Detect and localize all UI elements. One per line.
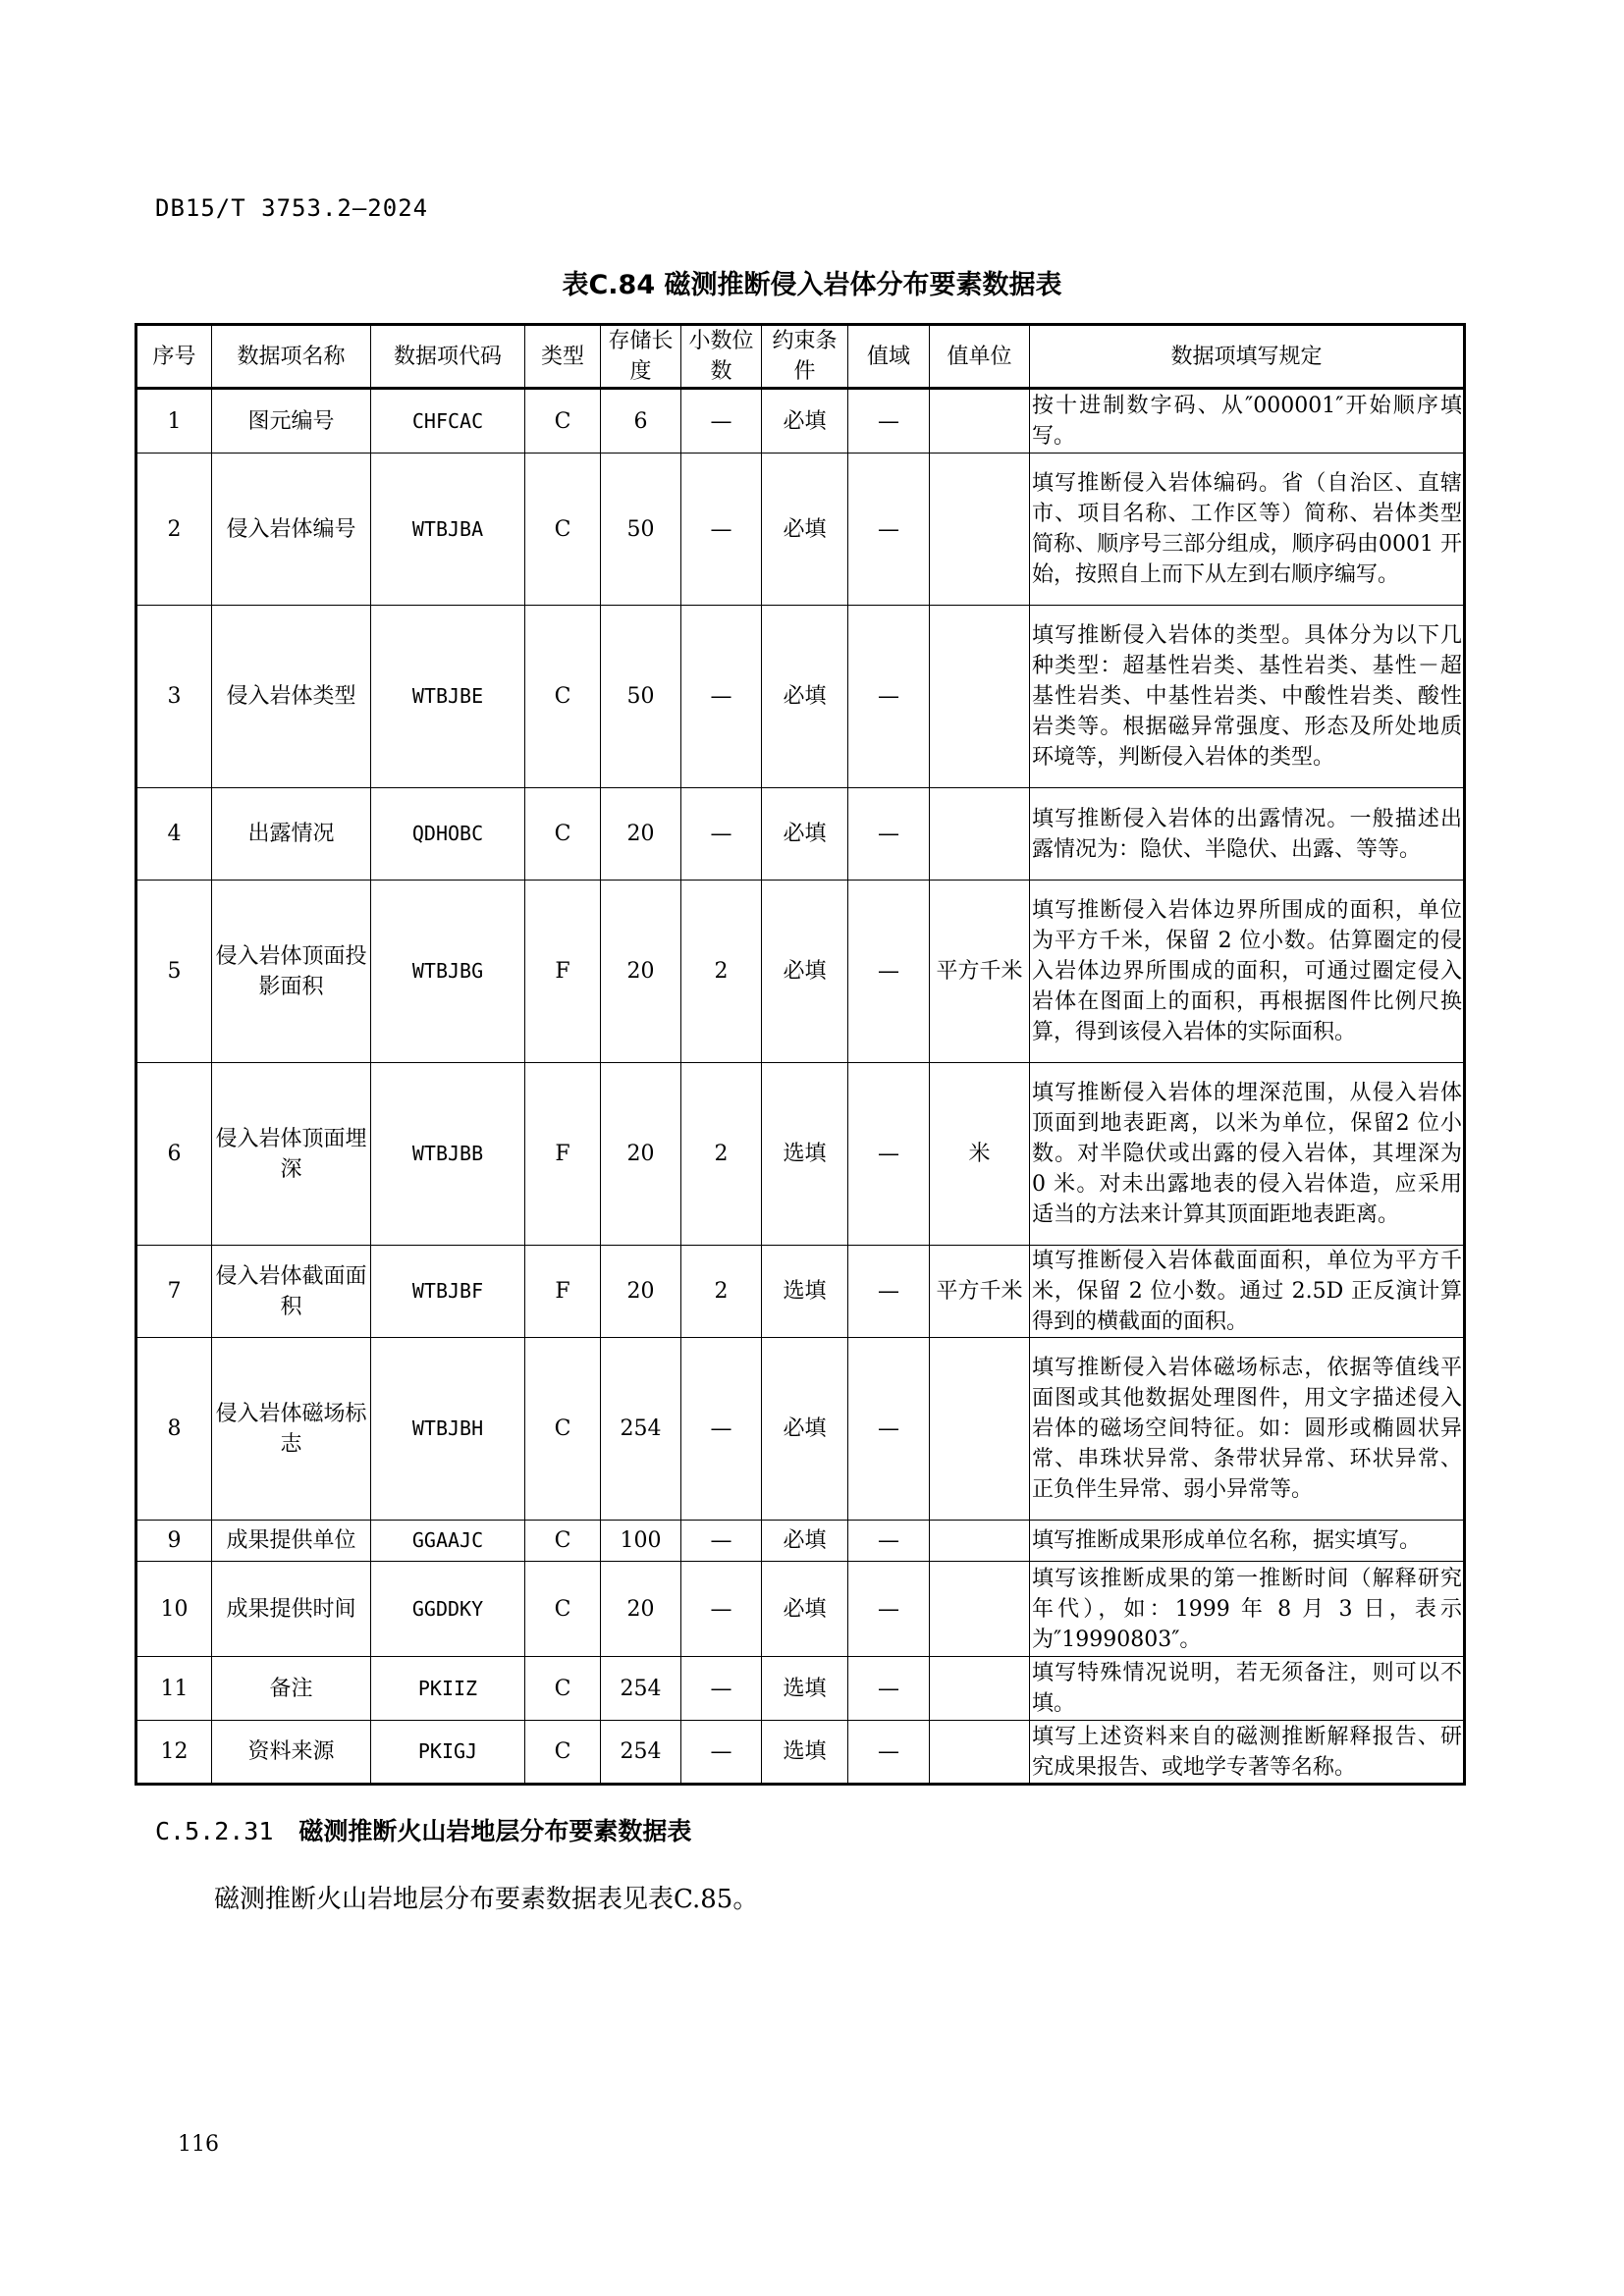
document-id: DB15/T 3753.2—2024	[155, 194, 429, 222]
col-header-length: 存储长度	[601, 325, 681, 389]
body-paragraph: 磁测推断火山岩地层分布要素数据表见表C.85。	[214, 1885, 759, 1914]
cell-constraint: 必填	[762, 1562, 848, 1657]
cell-code: QDHOBC	[371, 788, 525, 881]
cell-type: C	[525, 606, 601, 788]
cell-unit: 平方千米	[930, 1246, 1030, 1338]
cell-type: C	[525, 1562, 601, 1657]
table-row	[136, 454, 1465, 606]
cell-code: CHFCAC	[371, 389, 525, 454]
data-table	[135, 323, 1466, 1786]
cell-name: 侵入岩体截面面积	[212, 1246, 371, 1338]
cell-constraint: 选填	[762, 1657, 848, 1721]
col-header-name: 数据项名称	[212, 325, 371, 389]
cell-unit	[930, 454, 1030, 606]
cell-no: 3	[136, 606, 212, 788]
section-heading	[155, 1812, 691, 1847]
cell-rule: 填写推断侵入岩体磁场标志，依据等值线平面图或其他数据处理图件，用文字描述侵入岩体的磁场空间特征。如：圆形或椭圆状异常、串珠状异常、条带状异常、环状异常、正负伴生异常、弱小异常等。	[1030, 1338, 1465, 1521]
cell-decimals: 2	[681, 881, 762, 1063]
cell-type: F	[525, 881, 601, 1063]
cell-code: WTBJBE	[371, 606, 525, 788]
table-row	[136, 1338, 1465, 1521]
cell-unit: 米	[930, 1063, 1030, 1246]
cell-constraint: 选填	[762, 1721, 848, 1785]
cell-length: 20	[601, 881, 681, 1063]
cell-rule: 填写该推断成果的第一推断时间（解释研究年代），如：1999 年 8 月 3 日，表示为″19990803″。	[1030, 1562, 1465, 1657]
cell-type: C	[525, 1721, 601, 1785]
cell-domain: —	[848, 1063, 930, 1246]
cell-name: 侵入岩体编号	[212, 454, 371, 606]
cell-constraint: 选填	[762, 1246, 848, 1338]
cell-decimals: 2	[681, 1246, 762, 1338]
cell-code: PKIGJ	[371, 1721, 525, 1785]
cell-rule: 填写推断侵入岩体编码。省（自治区、直辖市、项目名称、工作区等）简称、岩体类型简称、顺序号三部分组成，顺序码由0001 开始，按照自上而下从左到右顺序编写。	[1030, 454, 1465, 606]
cell-constraint: 必填	[762, 1338, 848, 1521]
cell-name: 侵入岩体类型	[212, 606, 371, 788]
cell-unit	[930, 1521, 1030, 1562]
cell-domain: —	[848, 389, 930, 454]
col-header-rule: 数据项填写规定	[1030, 325, 1465, 389]
cell-code: WTBJBA	[371, 454, 525, 606]
cell-length: 20	[601, 1562, 681, 1657]
cell-no: 12	[136, 1721, 212, 1785]
cell-rule: 按十进制数字码、从″000001″开始顺序填写。	[1030, 389, 1465, 454]
cell-no: 9	[136, 1521, 212, 1562]
cell-type: C	[525, 454, 601, 606]
col-header-code: 数据项代码	[371, 325, 525, 389]
cell-decimals: —	[681, 606, 762, 788]
cell-type: C	[525, 1338, 601, 1521]
cell-rule: 填写推断侵入岩体的埋深范围，从侵入岩体顶面到地表距离，以米为单位，保留2 位小数。对半隐伏或出露的侵入岩体，其埋深为 0 米。对未出露地表的侵入岩体造，应采用适当的方法来计算其顶面距地表距离。	[1030, 1063, 1465, 1246]
cell-name: 侵入岩体顶面埋深	[212, 1063, 371, 1246]
cell-no: 4	[136, 788, 212, 881]
col-header-type: 类型	[525, 325, 601, 389]
cell-code: PKIIZ	[371, 1657, 525, 1721]
col-header-constraint: 约束条件	[762, 325, 848, 389]
cell-domain: —	[848, 1657, 930, 1721]
cell-length: 100	[601, 1521, 681, 1562]
table-row	[136, 1562, 1465, 1657]
cell-name: 成果提供时间	[212, 1562, 371, 1657]
table-row	[136, 1657, 1465, 1721]
cell-unit	[930, 788, 1030, 881]
cell-unit	[930, 389, 1030, 454]
cell-name: 图元编号	[212, 389, 371, 454]
col-header-unit: 值单位	[930, 325, 1030, 389]
cell-domain: —	[848, 788, 930, 881]
cell-type: F	[525, 1246, 601, 1338]
cell-decimals: —	[681, 1338, 762, 1521]
cell-rule: 填写推断侵入岩体边界所围成的面积，单位为平方千米，保留 2 位小数。估算圈定的侵入岩体边界所围成的面积，可通过圈定侵入岩体在图面上的面积，再根据图件比例尺换算，得到该侵入岩体的实际面积。	[1030, 881, 1465, 1063]
cell-type: C	[525, 1521, 601, 1562]
table-row	[136, 606, 1465, 788]
cell-domain: —	[848, 454, 930, 606]
cell-domain: —	[848, 606, 930, 788]
cell-length: 6	[601, 389, 681, 454]
cell-no: 1	[136, 389, 212, 454]
section-number: C.5.2.31	[155, 1817, 274, 1845]
cell-length: 50	[601, 606, 681, 788]
cell-decimals: —	[681, 389, 762, 454]
cell-no: 11	[136, 1657, 212, 1721]
cell-rule: 填写推断侵入岩体的出露情况。一般描述出露情况为：隐伏、半隐伏、出露、等等。	[1030, 788, 1465, 881]
cell-name: 出露情况	[212, 788, 371, 881]
cell-no: 6	[136, 1063, 212, 1246]
page-number: 116	[178, 2132, 219, 2157]
cell-rule: 填写特殊情况说明，若无须备注，则可以不填。	[1030, 1657, 1465, 1721]
cell-decimals: —	[681, 1657, 762, 1721]
section-title: 磁测推断火山岩地层分布要素数据表	[298, 1817, 692, 1845]
cell-length: 254	[601, 1721, 681, 1785]
table-header-row	[136, 325, 1465, 389]
table-row	[136, 788, 1465, 881]
cell-unit	[930, 606, 1030, 788]
cell-domain: —	[848, 1338, 930, 1521]
cell-rule: 填写推断成果形成单位名称，据实填写。	[1030, 1521, 1465, 1562]
cell-unit	[930, 1657, 1030, 1721]
cell-no: 2	[136, 454, 212, 606]
col-header-decimals: 小数位数	[681, 325, 762, 389]
cell-rule: 填写推断侵入岩体的类型。具体分为以下几种类型：超基性岩类、基性岩类、基性－超基性岩类、中基性岩类、中酸性岩类、酸性岩类等。根据磁异常强度、形态及所处地质环境等，判断侵入岩体的类型。	[1030, 606, 1465, 788]
cell-length: 254	[601, 1657, 681, 1721]
cell-name: 资料来源	[212, 1721, 371, 1785]
cell-no: 5	[136, 881, 212, 1063]
cell-type: C	[525, 788, 601, 881]
cell-name: 备注	[212, 1657, 371, 1721]
cell-decimals: —	[681, 1521, 762, 1562]
table-row	[136, 1721, 1465, 1785]
table-row	[136, 881, 1465, 1063]
table-title: 表C.84 磁测推断侵入岩体分布要素数据表	[562, 270, 1062, 300]
cell-name: 侵入岩体磁场标志	[212, 1338, 371, 1521]
cell-unit	[930, 1721, 1030, 1785]
cell-decimals: —	[681, 1562, 762, 1657]
cell-unit	[930, 1562, 1030, 1657]
cell-constraint: 必填	[762, 454, 848, 606]
cell-length: 20	[601, 1246, 681, 1338]
cell-type: C	[525, 389, 601, 454]
cell-decimals: —	[681, 1721, 762, 1785]
cell-code: WTBJBH	[371, 1338, 525, 1521]
cell-type: F	[525, 1063, 601, 1246]
table-row	[136, 1246, 1465, 1338]
cell-domain: —	[848, 1562, 930, 1657]
cell-constraint: 必填	[762, 606, 848, 788]
cell-code: GGAAJC	[371, 1521, 525, 1562]
cell-name: 成果提供单位	[212, 1521, 371, 1562]
cell-decimals: —	[681, 454, 762, 606]
cell-length: 254	[601, 1338, 681, 1521]
col-header-domain: 值域	[848, 325, 930, 389]
cell-code: WTBJBG	[371, 881, 525, 1063]
cell-unit: 平方千米	[930, 881, 1030, 1063]
table-row	[136, 389, 1465, 454]
table-row	[136, 1063, 1465, 1246]
cell-code: GGDDKY	[371, 1562, 525, 1657]
cell-constraint: 必填	[762, 881, 848, 1063]
table-row	[136, 1521, 1465, 1562]
cell-length: 20	[601, 788, 681, 881]
cell-domain: —	[848, 1521, 930, 1562]
cell-no: 8	[136, 1338, 212, 1521]
cell-name: 侵入岩体顶面投影面积	[212, 881, 371, 1063]
cell-code: WTBJBB	[371, 1063, 525, 1246]
cell-length: 20	[601, 1063, 681, 1246]
cell-rule: 填写推断侵入岩体截面面积，单位为平方千米，保留 2 位小数。通过 2.5D 正反演计算得到的横截面的面积。	[1030, 1246, 1465, 1338]
cell-code: WTBJBF	[371, 1246, 525, 1338]
cell-constraint: 选填	[762, 1063, 848, 1246]
cell-constraint: 必填	[762, 389, 848, 454]
cell-no: 7	[136, 1246, 212, 1338]
cell-constraint: 必填	[762, 1521, 848, 1562]
cell-unit	[930, 1338, 1030, 1521]
cell-length: 50	[601, 454, 681, 606]
cell-domain: —	[848, 1721, 930, 1785]
col-header-no: 序号	[136, 325, 212, 389]
cell-rule: 填写上述资料来自的磁测推断解释报告、研究成果报告、或地学专著等名称。	[1030, 1721, 1465, 1785]
cell-decimals: —	[681, 788, 762, 881]
cell-constraint: 必填	[762, 788, 848, 881]
cell-domain: —	[848, 881, 930, 1063]
cell-domain: —	[848, 1246, 930, 1338]
cell-decimals: 2	[681, 1063, 762, 1246]
cell-type: C	[525, 1657, 601, 1721]
cell-no: 10	[136, 1562, 212, 1657]
